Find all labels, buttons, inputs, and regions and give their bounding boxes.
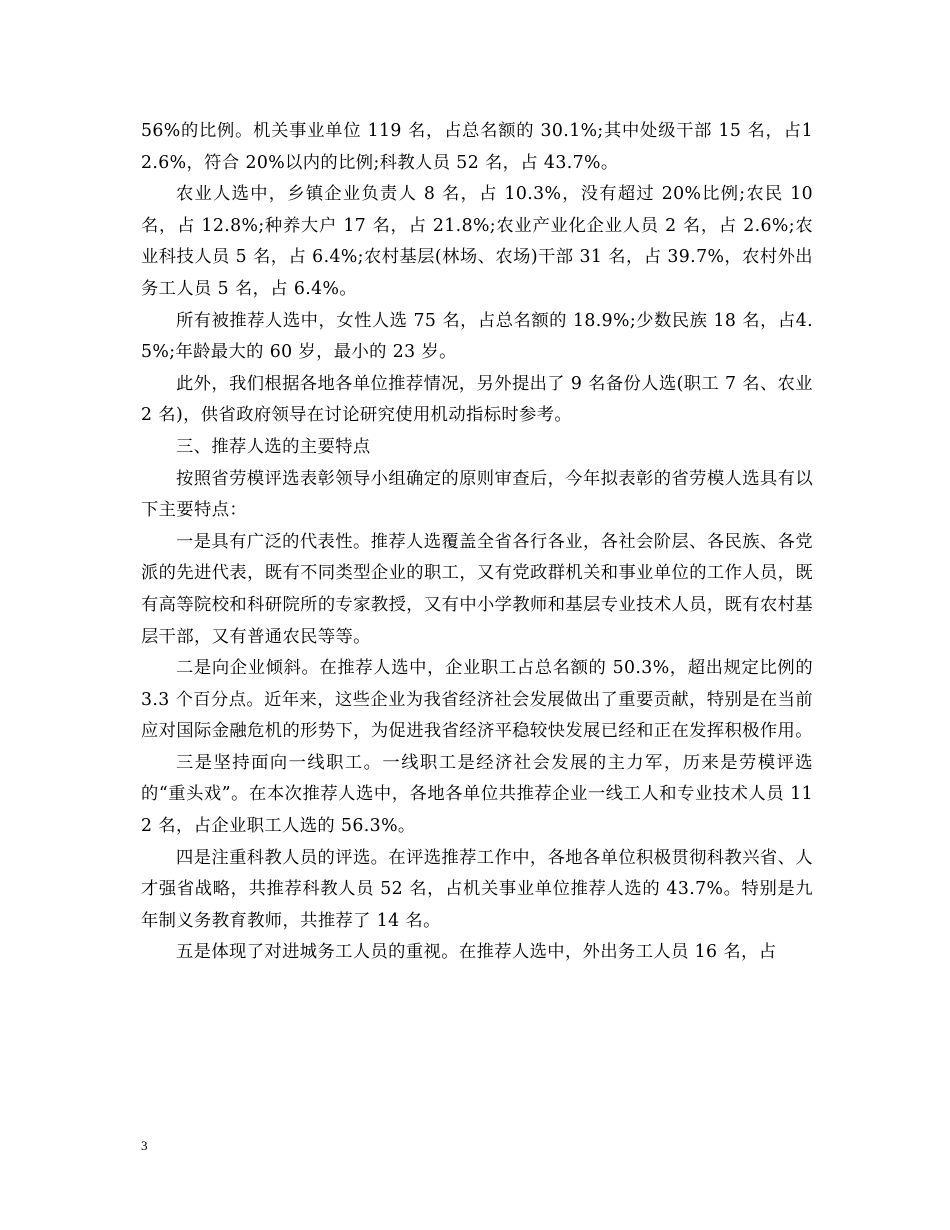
document-body (141, 116, 813, 969)
paragraph-feature-representative: 一是具有广泛的代表性。推荐人选覆盖全省各行各业，各社会阶层、各民族、各党派的先进代表，既有不同类型企业的职工，又有党政群机关和事业单位的工作人员，既有高等院校和科研院所的专家教授，又有中小学教师和基层专业技术人员，既有农村基层干部，又有普通农民等等。 (141, 531, 813, 647)
paragraph-feature-science-education: 四是注重科教人员的评选。在评选推荐工作中，各地各单位积极贯彻科教兴省、人才强省战略，共推荐科教人员 52 名，占机关事业单位推荐人选的 43.7%。特别是九年制义务教育教师，共推荐了 14 名。 (141, 847, 813, 931)
paragraph-feature-migrant-workers: 五是体现了对进城务工人员的重视。在推荐人选中，外出务工人员 16 名，占 (176, 942, 777, 963)
paragraph-backup-candidates: 此外，我们根据各地各单位推荐情况，另外提出了 9 名备份人选(职工 7 名、农业 2 名)，供省政府领导在讨论研究使用机动指标时参考。 (141, 373, 813, 426)
paragraph-female-minority-age: 所有被推荐人选中，女性人选 75 名，占总名额的 18.9%;少数民族 18 名，占4.5%;年龄最大的 60 岁，最小的 23 岁。 (141, 310, 813, 363)
paragraph-ratio-summary: 56%的比例。机关事业单位 119 名，占总名额的 30.1%;其中处级干部 15 名，占12.6%，符合 20%以内的比例;科教人员 52 名，占 43.7%。 (141, 121, 813, 173)
paragraph-agriculture-candidates: 农业人选中，乡镇企业负责人 8 名，占 10.3%，没有超过 20%比例;农民 10 名，占 12.8%;种养大户 17 名，占 21.8%;农业产业化企业人员 2 名，占 2.6%;农业科技人员 5 名，占 6.4%;农村基层(林场、农场)干部 31 名，占 39.7%，农村外出务工人员 5 名，占 6.4%。 (141, 184, 813, 299)
paragraph-review-principles: 按照省劳模评选表彰领导小组确定的原则审查后，今年拟表彰的省劳模人选具有以下主要特点： (141, 468, 813, 521)
paragraph-feature-frontline-workers: 三是坚持面向一线职工。一线职工是经济社会发展的主力军，历来是劳模评选的“重头戏”。在本次推荐人选中，各地各单位共推荐企业一线工人和专业技术人员 112 名，占企业职工人选的 56.3%。 (141, 752, 813, 837)
page-number: 3 (141, 1138, 148, 1153)
paragraph-feature-enterprise: 二是向企业倾斜。在推荐人选中，企业职工占总名额的 50.3%，超出规定比例的 3.3 个百分点。近年来，这些企业为我省经济社会发展做出了重要贡献，特别是在当前应对国际金融危机的形势下，为促进我省经济平稳较快发展已经和正在发挥积极作用。 (141, 658, 813, 742)
section-heading-main-features: 三、推荐人选的主要特点 (176, 436, 371, 457)
